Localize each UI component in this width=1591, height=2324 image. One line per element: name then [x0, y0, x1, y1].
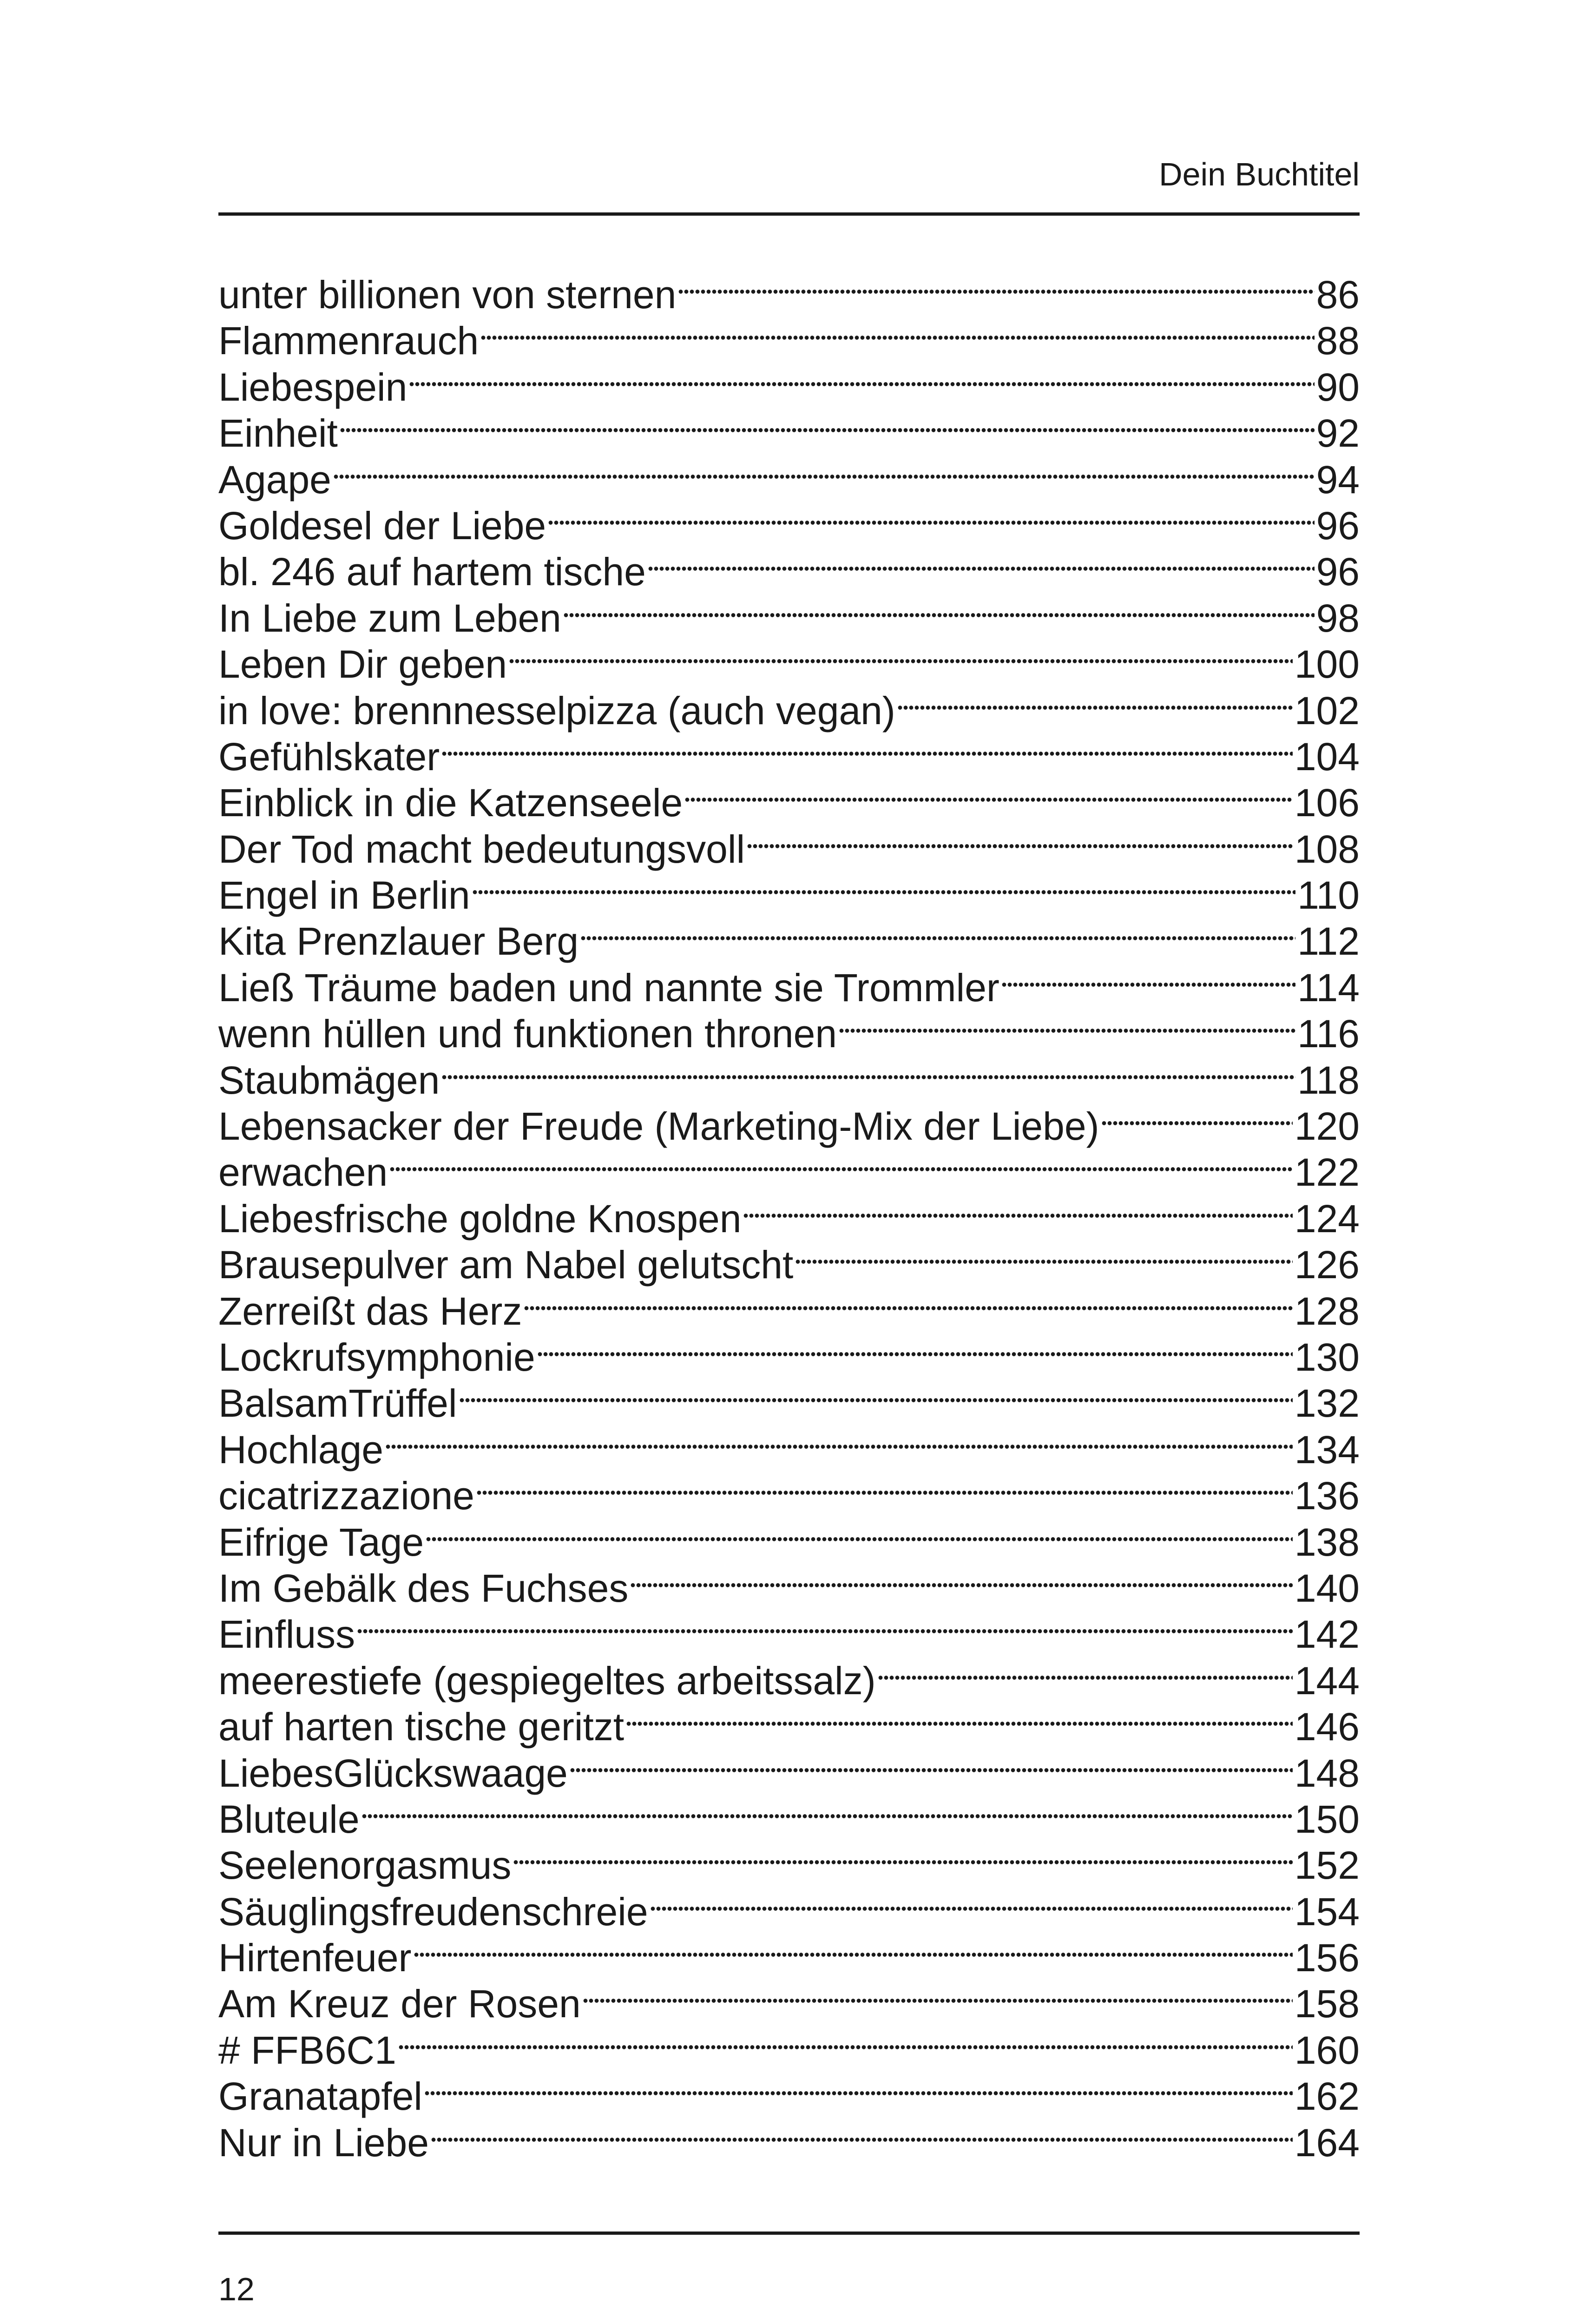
toc-dot-leader	[650, 1907, 1293, 1911]
toc-entry	[218, 1242, 1360, 1288]
toc-entry-title: Lebensacker der Freude (Marketing-Mix der Liebe)	[218, 1104, 1099, 1149]
toc-entry-title: Bluteule	[218, 1797, 360, 1841]
toc-entry-page: 152	[1294, 1843, 1360, 1888]
toc-entry	[218, 1149, 1360, 1195]
toc-entry-page: 128	[1294, 1289, 1360, 1333]
toc-entry-page: 160	[1294, 2028, 1360, 2072]
toc-entry	[218, 1981, 1360, 2027]
toc-entry-page: 88	[1316, 319, 1360, 363]
toc-entry	[218, 549, 1360, 595]
toc-entry	[218, 503, 1360, 549]
toc-entry	[218, 1427, 1360, 1473]
toc-entry-title: wenn hüllen und funktionen thronen	[218, 1012, 837, 1056]
toc-dot-leader	[357, 1629, 1293, 1633]
toc-entry-page: 138	[1294, 1520, 1360, 1564]
toc-entry	[218, 734, 1360, 780]
toc-entry	[218, 2027, 1360, 2073]
toc-entry-page: 126	[1294, 1243, 1360, 1287]
toc-entry	[218, 1057, 1360, 1103]
toc-dot-leader	[414, 1953, 1293, 1957]
toc-entry	[218, 272, 1360, 318]
toc-entry-page: 96	[1316, 550, 1360, 594]
toc-entry-title: erwachen	[218, 1150, 388, 1195]
toc-entry-title: Im Gebälk des Fuchses	[218, 1566, 629, 1610]
toc-entry-page: 120	[1294, 1104, 1360, 1149]
toc-dot-leader	[684, 798, 1293, 802]
toc-entry-page: 114	[1297, 965, 1360, 1010]
toc-dot-leader	[409, 382, 1314, 386]
toc-entry	[218, 1519, 1360, 1565]
toc-entry-title: Leben Dir geben	[218, 642, 507, 687]
toc-entry-page: 134	[1294, 1427, 1360, 1472]
toc-entry-page: 116	[1297, 1012, 1360, 1056]
toc-entry-page: 150	[1294, 1797, 1360, 1841]
table-of-contents	[218, 272, 1360, 2166]
header-rule	[218, 212, 1360, 216]
toc-entry-title: Liebesfrische goldne Knospen	[218, 1196, 742, 1241]
toc-entry-page: 130	[1294, 1335, 1360, 1379]
toc-entry	[218, 1889, 1360, 1935]
toc-entry-title: meerestiefe (gespiegeltes arbeitssalz)	[218, 1658, 876, 1703]
toc-entry	[218, 826, 1360, 872]
toc-entry-title: Flammenrauch	[218, 319, 479, 363]
toc-entry-title: Engel in Berlin	[218, 873, 470, 918]
toc-entry	[218, 1011, 1360, 1057]
toc-entry-page: 146	[1294, 1705, 1360, 1749]
toc-entry-page: 98	[1316, 596, 1360, 640]
toc-dot-leader	[563, 613, 1315, 617]
toc-dot-leader	[878, 1676, 1293, 1680]
toc-entry	[218, 965, 1360, 1011]
toc-entry-title: LiebesGlückswaage	[218, 1751, 568, 1795]
toc-entry-title: cicatrizzazione	[218, 1474, 474, 1518]
toc-entry-title: in love: brennnesselpizza (auch vegan)	[218, 688, 895, 733]
toc-dot-leader	[459, 1398, 1293, 1402]
toc-dot-leader	[398, 2045, 1293, 2049]
toc-dot-leader	[509, 659, 1293, 663]
toc-dot-leader	[580, 936, 1295, 940]
toc-dot-leader	[583, 1999, 1293, 2003]
toc-entry-title: Seelenorgasmus	[218, 1843, 512, 1888]
footer-rule	[218, 2232, 1360, 2235]
toc-entry-page: 122	[1294, 1150, 1360, 1195]
toc-entry-page: 102	[1294, 688, 1360, 733]
toc-entry	[218, 1103, 1360, 1149]
toc-entry-title: Gefühlskater	[218, 734, 440, 779]
toc-dot-leader	[476, 1491, 1293, 1495]
toc-entry-title: Granatapfel	[218, 2074, 422, 2119]
toc-dot-leader	[426, 1537, 1293, 1541]
page-number: 12	[218, 2271, 255, 2307]
toc-entry-page: 104	[1294, 734, 1360, 779]
toc-dot-leader	[626, 1722, 1293, 1726]
toc-dot-leader	[537, 1352, 1293, 1356]
toc-entry-page: 86	[1316, 273, 1360, 317]
toc-entry-title: Einblick in die Katzenseele	[218, 781, 683, 825]
toc-entry-page: 94	[1316, 457, 1360, 502]
toc-dot-leader	[630, 1583, 1292, 1587]
toc-dot-leader	[1101, 1121, 1293, 1125]
toc-entry-title: Zerreißt das Herz	[218, 1289, 522, 1333]
toc-entry	[218, 1796, 1360, 1842]
toc-dot-leader	[513, 1860, 1292, 1864]
toc-entry-page: 96	[1316, 503, 1360, 548]
toc-entry-title: Der Tod macht bedeutungsvoll	[218, 827, 745, 871]
toc-entry-title: Goldesel der Liebe	[218, 503, 546, 548]
toc-dot-leader	[340, 428, 1315, 432]
toc-entry-page: 158	[1294, 1982, 1360, 2026]
toc-entry-title: Einfluss	[218, 1612, 355, 1657]
toc-dot-leader	[441, 1075, 1295, 1079]
toc-dot-leader	[743, 1214, 1292, 1218]
toc-dot-leader	[480, 336, 1314, 340]
toc-entry-title: Einheit	[218, 411, 338, 456]
toc-dot-leader	[389, 1167, 1293, 1171]
toc-dot-leader	[839, 1029, 1295, 1033]
toc-entry-page: 148	[1294, 1751, 1360, 1795]
toc-entry	[218, 1750, 1360, 1796]
toc-entry-title: In Liebe zum Leben	[218, 596, 561, 640]
toc-entry	[218, 595, 1360, 641]
toc-dot-leader	[648, 567, 1315, 571]
toc-entry-page: 108	[1294, 827, 1360, 871]
toc-entry-title: Nur in Liebe	[218, 2120, 429, 2165]
toc-entry-page: 136	[1294, 1474, 1360, 1518]
toc-entry	[218, 1473, 1360, 1519]
toc-entry-page: 106	[1294, 781, 1360, 825]
toc-entry-page: 154	[1294, 1889, 1360, 1934]
toc-entry-title: BalsamTrüffel	[218, 1381, 457, 1426]
toc-entry	[218, 1611, 1360, 1657]
toc-entry	[218, 1842, 1360, 1888]
toc-entry	[218, 457, 1360, 503]
running-header-title: Dein Buchtitel	[1159, 156, 1360, 192]
toc-entry-page: 100	[1294, 642, 1360, 687]
toc-entry-page: 92	[1316, 411, 1360, 456]
toc-entry-page: 132	[1294, 1381, 1360, 1426]
toc-entry-page: 110	[1297, 873, 1360, 918]
toc-dot-leader	[333, 475, 1315, 479]
toc-dot-leader	[747, 844, 1293, 848]
toc-dot-leader	[424, 2091, 1293, 2095]
toc-dot-leader	[1001, 983, 1295, 987]
toc-entry-title: Brausepulver am Nabel gelutscht	[218, 1243, 794, 1287]
toc-dot-leader	[570, 1768, 1293, 1772]
toc-dot-leader	[441, 752, 1293, 756]
toc-entry	[218, 2120, 1360, 2166]
toc-dot-leader	[385, 1445, 1293, 1449]
toc-entry-title: Hirtenfeuer	[218, 1936, 412, 1980]
toc-entry-title: Lockrufsymphonie	[218, 1335, 535, 1379]
toc-entry-title: Ließ Träume baden und nannte sie Trommler	[218, 965, 999, 1010]
toc-entry-title: Staubmägen	[218, 1058, 440, 1102]
toc-dot-leader	[897, 706, 1293, 710]
toc-entry-title: Am Kreuz der Rosen	[218, 1982, 581, 2026]
toc-entry-title: # FFB6C1	[218, 2028, 396, 2072]
toc-entry-page: 162	[1294, 2074, 1360, 2119]
toc-dot-leader	[678, 290, 1314, 294]
toc-entry	[218, 2073, 1360, 2119]
toc-entry	[218, 410, 1360, 456]
toc-entry	[218, 1935, 1360, 1981]
toc-entry	[218, 688, 1360, 734]
toc-entry-title: unter billionen von sternen	[218, 273, 677, 317]
toc-entry-title: bl. 246 auf hartem tische	[218, 550, 646, 594]
toc-entry-page: 144	[1294, 1658, 1360, 1703]
toc-dot-leader	[472, 890, 1295, 894]
toc-entry-page: 124	[1294, 1196, 1360, 1241]
toc-entry-title: Eifrige Tage	[218, 1520, 424, 1564]
toc-entry-page: 90	[1316, 365, 1360, 409]
toc-entry	[218, 1380, 1360, 1426]
toc-entry	[218, 1565, 1360, 1611]
toc-entry	[218, 641, 1360, 687]
toc-entry-title: Säuglingsfreudenschreie	[218, 1889, 648, 1934]
toc-entry	[218, 918, 1360, 964]
toc-entry	[218, 780, 1360, 826]
toc-entry	[218, 1658, 1360, 1704]
toc-dot-leader	[362, 1814, 1293, 1818]
toc-entry-page: 156	[1294, 1936, 1360, 1980]
toc-dot-leader	[548, 521, 1314, 525]
toc-entry-title: Liebespein	[218, 365, 408, 409]
toc-entry	[218, 1704, 1360, 1750]
toc-dot-leader	[795, 1260, 1293, 1264]
toc-entry	[218, 1288, 1360, 1334]
toc-entry-page: 118	[1297, 1058, 1360, 1102]
toc-entry-page: 142	[1294, 1612, 1360, 1657]
toc-dot-leader	[431, 2138, 1293, 2142]
toc-entry	[218, 318, 1360, 364]
toc-entry	[218, 872, 1360, 918]
toc-dot-leader	[524, 1306, 1292, 1310]
toc-entry-page: 140	[1294, 1566, 1360, 1610]
toc-entry-title: Hochlage	[218, 1427, 383, 1472]
toc-entry-page: 112	[1297, 919, 1360, 964]
toc-entry-title: auf harten tische geritzt	[218, 1705, 625, 1749]
toc-entry	[218, 1196, 1360, 1242]
toc-entry-title: Agape	[218, 457, 331, 502]
toc-entry-page: 164	[1294, 2120, 1360, 2165]
toc-entry-title: Kita Prenzlauer Berg	[218, 919, 579, 964]
toc-entry	[218, 1334, 1360, 1380]
toc-entry	[218, 364, 1360, 410]
